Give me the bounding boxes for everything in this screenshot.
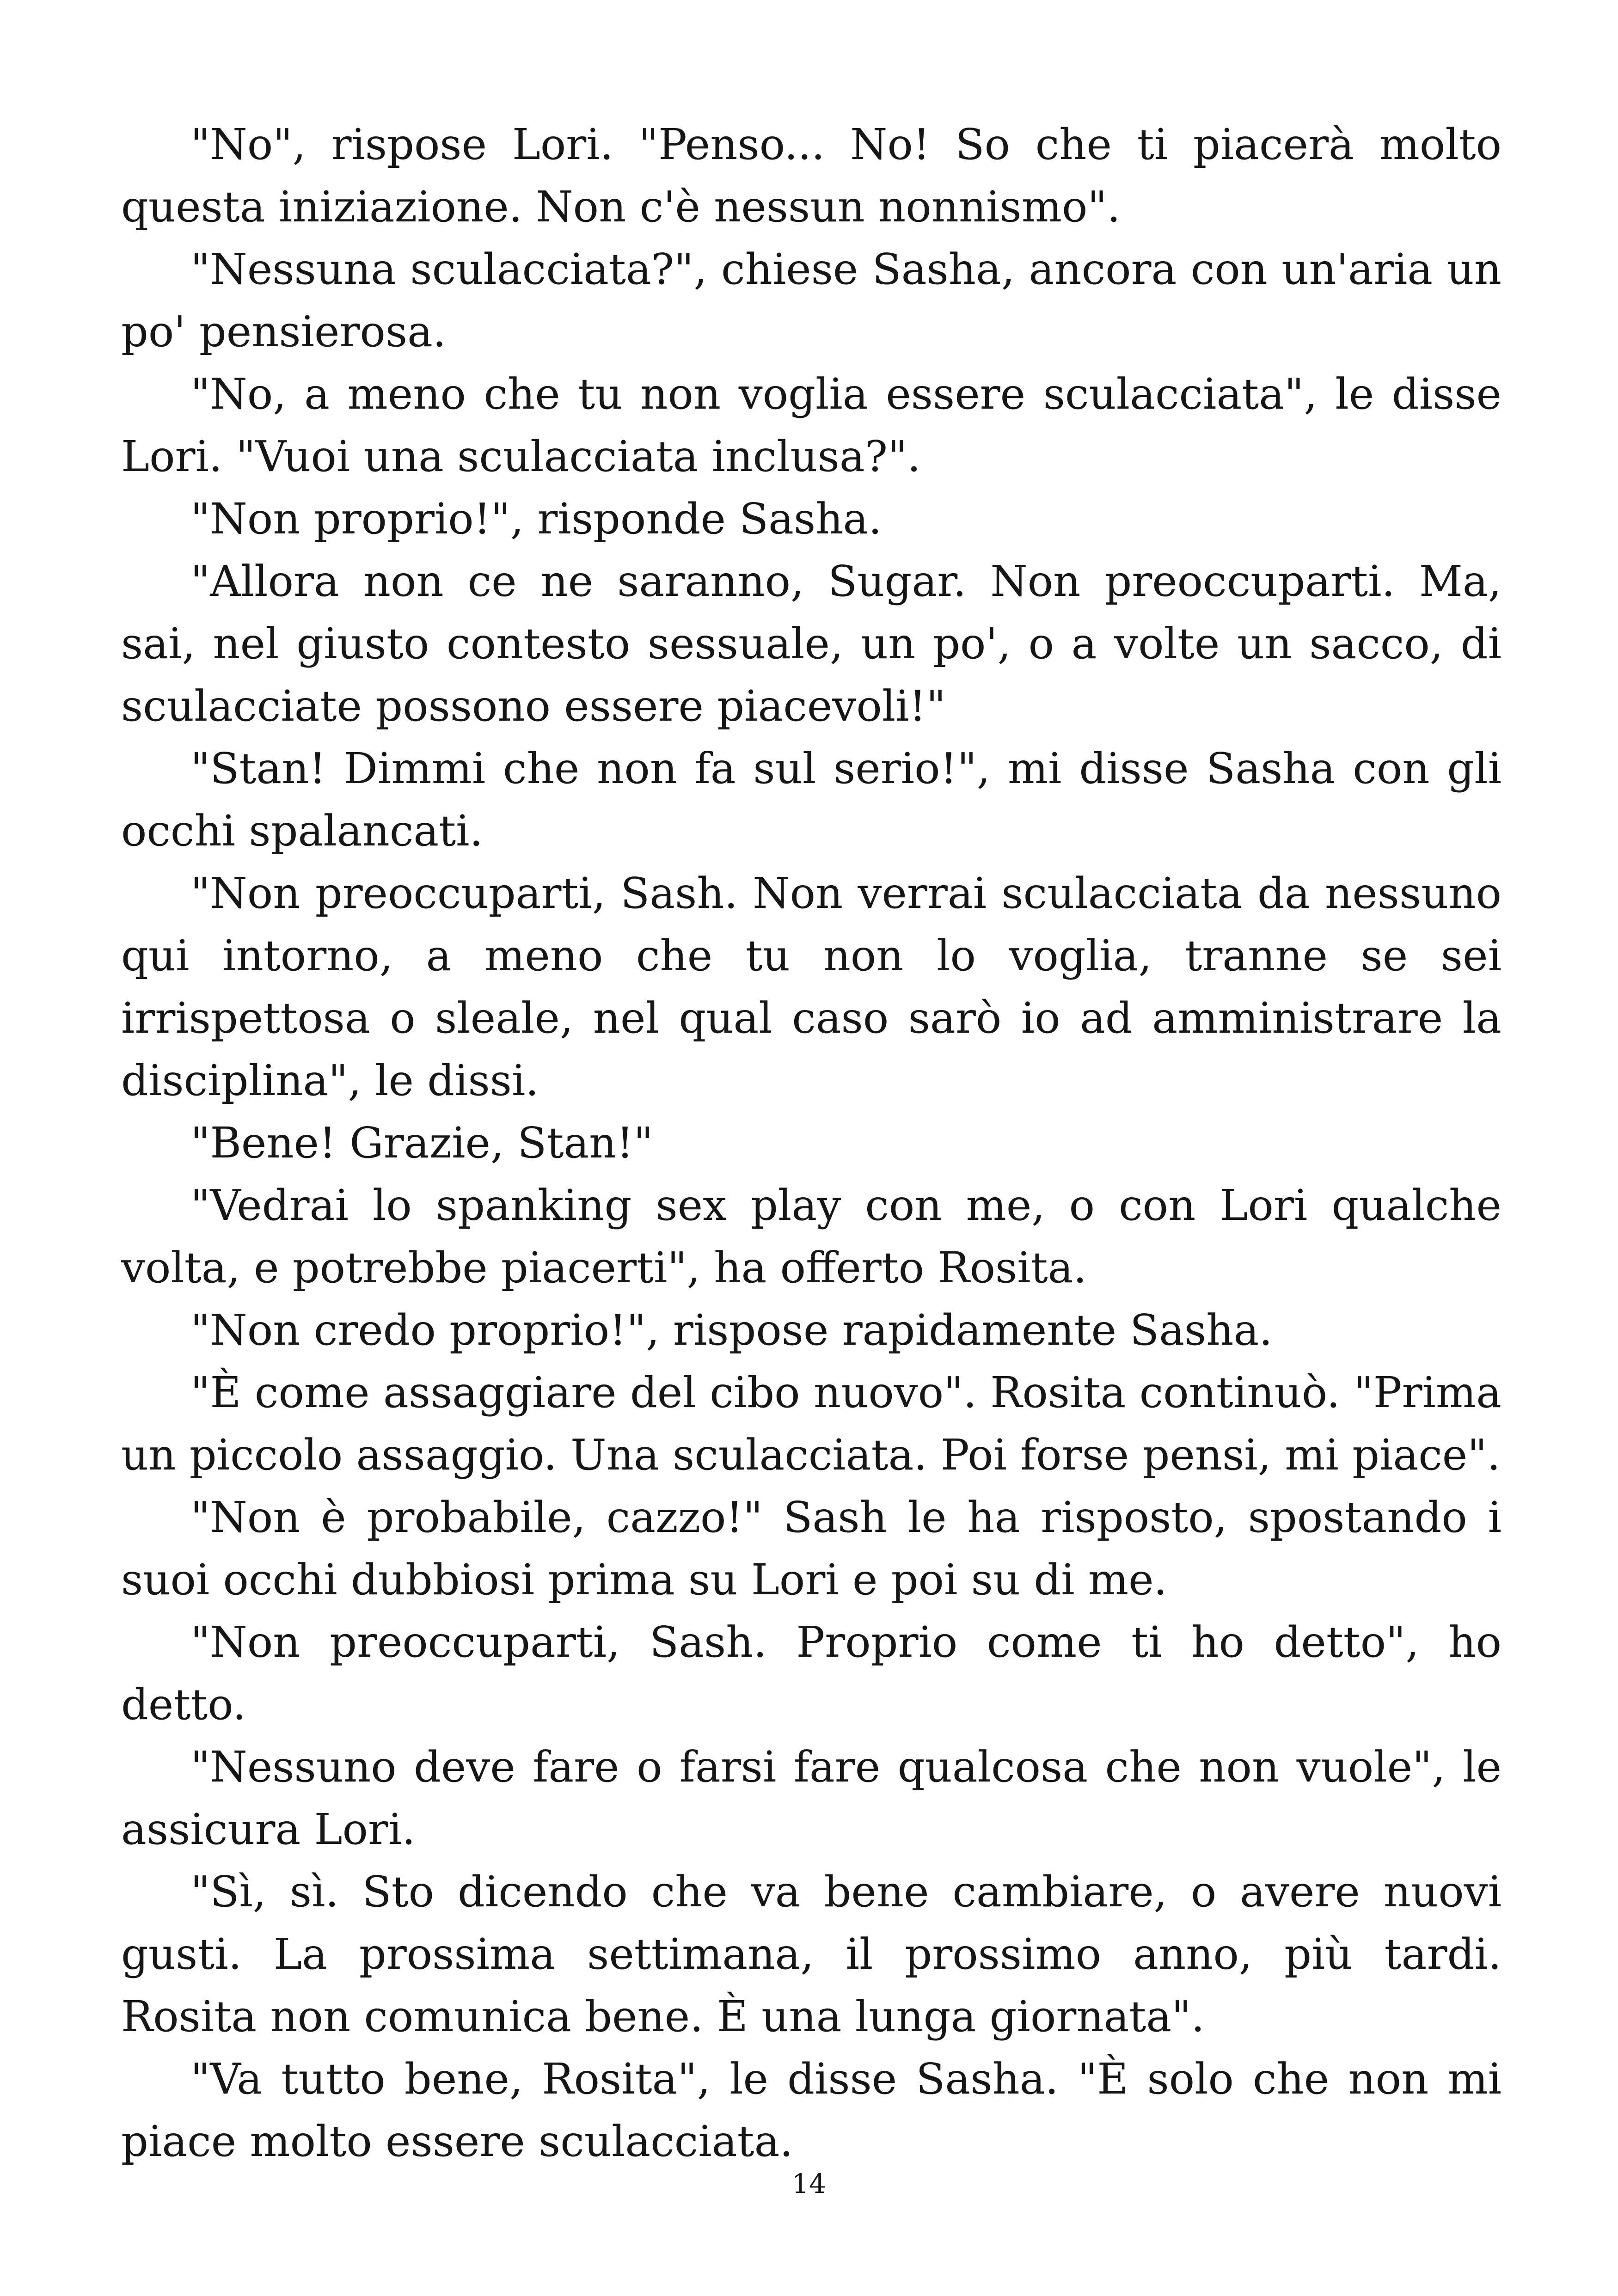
paragraph: "Non credo proprio!", rispose rapidamente Sasha.	[190, 1305, 1273, 1355]
paragraph: "Non è probabile, cazzo!" Sash le ha risposto, spostando i suoi occhi dubbiosi prima su Lori e poi su di me.	[121, 1493, 1502, 1604]
paragraph: "Non preoccuparti, Sash. Proprio come ti ho detto", ho detto.	[121, 1617, 1502, 1729]
paragraph: "Vedrai lo spanking sex play con me, o con Lori qualche volta, e potrebbe piacerti", ha offerto Rosita.	[121, 1181, 1502, 1292]
paragraph: "Nessuno deve fare o farsi fare qualcosa che non vuole", le assicura Lori.	[121, 1742, 1502, 1854]
paragraph: "Sì, sì. Sto dicendo che va bene cambiare, o avere nuovi gusti. La prossima settimana, il prossimo anno, più tardi. Rosita non comunica bene. È una lunga giornata".	[121, 1867, 1502, 2041]
body-text	[121, 113, 1502, 2173]
paragraph: "Non preoccuparti, Sash. Non verrai sculacciata da nessuno qui intorno, a meno che tu non lo voglia, tranne se sei irrispettosa o sleale, nel qual caso sarò io ad amministrare la disciplina", le dissi.	[121, 869, 1502, 1105]
page-number: 14	[792, 2168, 826, 2199]
paragraph: "Va tutto bene, Rosita", le disse Sasha. "È solo che non mi piace molto essere sculacciata.	[121, 2054, 1502, 2166]
paragraph: "Bene! Grazie, Stan!"	[190, 1118, 653, 1168]
paragraph: "Nessuna sculacciata?", chiese Sasha, ancora con un'aria un po' pensierosa.	[121, 245, 1502, 356]
paragraph: "Non proprio!", risponde Sasha.	[190, 494, 882, 544]
paragraph: "No, a meno che tu non voglia essere sculacciata", le disse Lori. "Vuoi una sculacciata inclusa?".	[121, 369, 1502, 481]
paragraph: "No", rispose Lori. "Penso... No! So che ti piacerà molto questa iniziazione. Non c'è nessun nonnismo".	[121, 120, 1502, 232]
paragraph: "Allora non ce ne saranno, Sugar. Non preoccuparti. Ma, sai, nel giusto contesto sessuale, un po', o a volte un sacco, di sculacciate possono essere piacevoli!"	[121, 557, 1502, 731]
paragraph: "Stan! Dimmi che non fa sul serio!", mi disse Sasha con gli occhi spalancati.	[121, 744, 1502, 856]
paragraph: "È come assaggiare del cibo nuovo". Rosita continuò. "Prima un piccolo assaggio. Una sculacciata. Poi forse pensi, mi piace".	[121, 1368, 1502, 1480]
